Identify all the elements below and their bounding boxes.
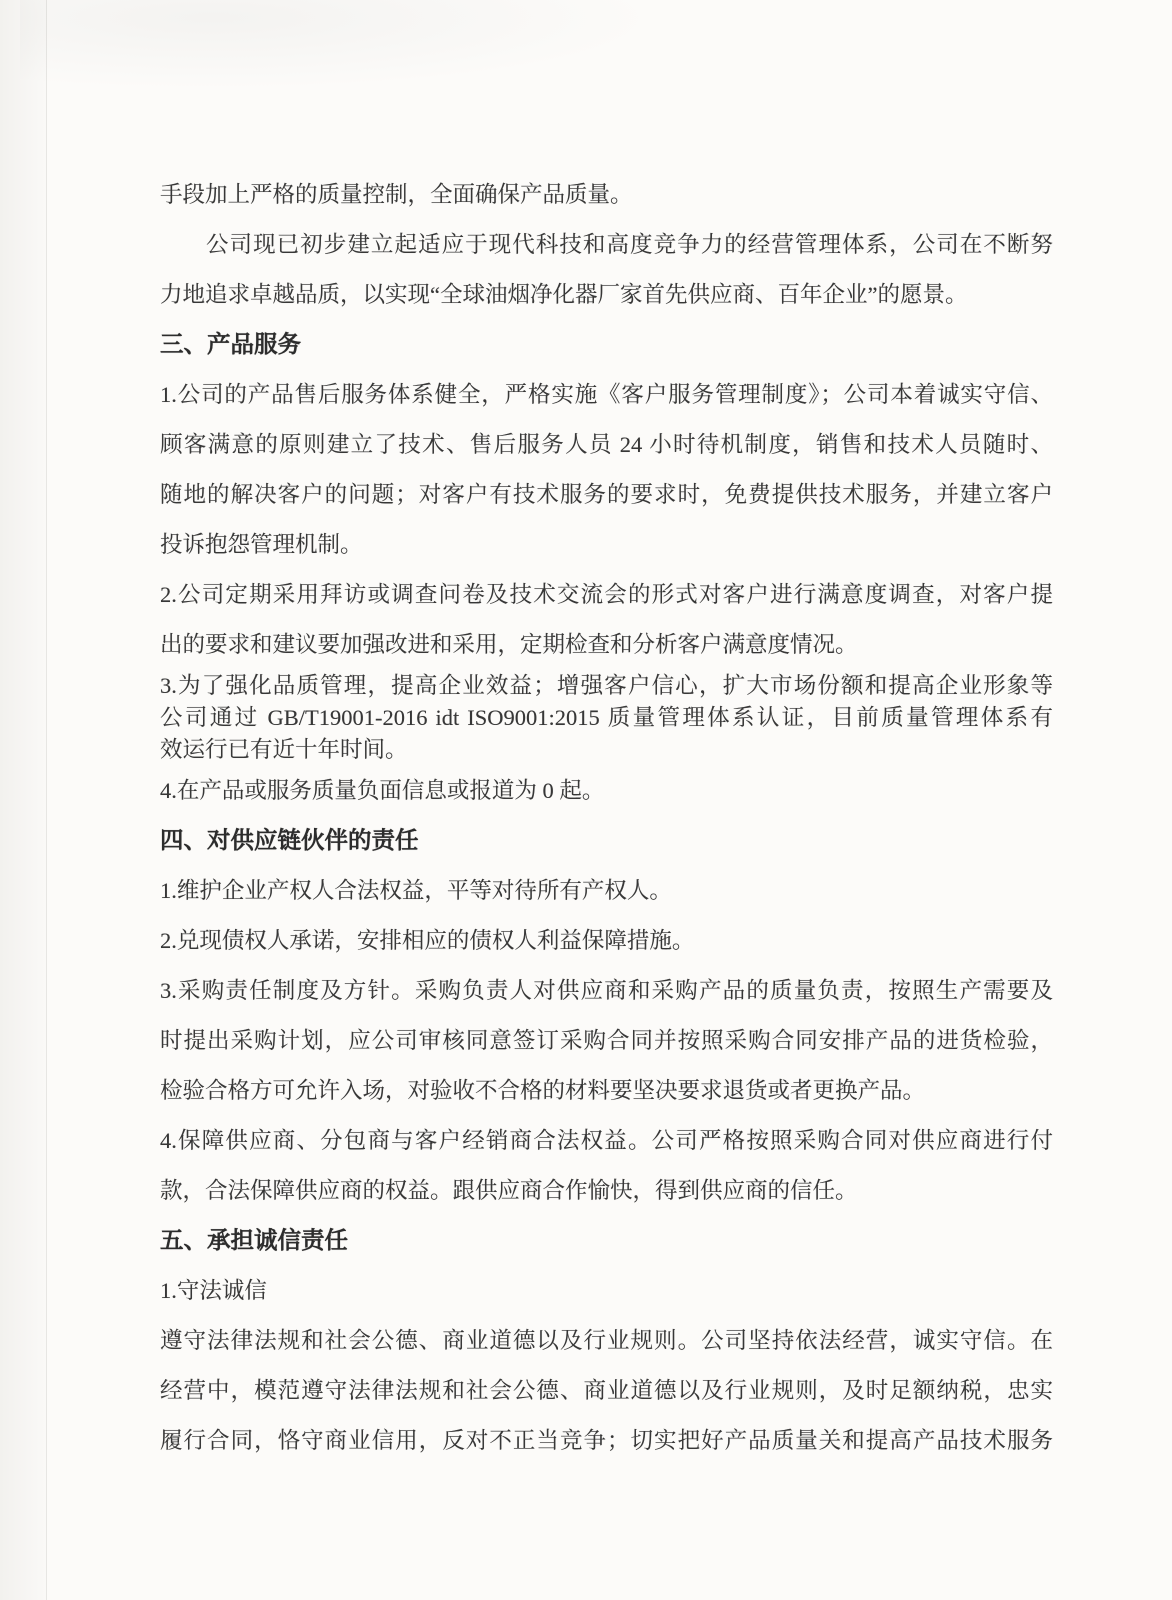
text-line: 随地的解决客户的问题；对客户有技术服务的要求时，免费提供技术服务，并建立客户: [160, 482, 1053, 507]
text-line: 2.兑现债权人承诺，安排相应的债权人利益保障措施。: [160, 928, 695, 953]
text-line: 4.在产品或服务质量负面信息或报道为 0 起。: [160, 778, 605, 803]
scan-edge-shadow: [0, 0, 47, 1600]
document-content: [160, 170, 1053, 1466]
text-line: 时提出采购计划，应公司审核同意签订采购合同并按照采购合同安排产品的进货检验，: [160, 1028, 1053, 1053]
text-line: 1.守法诚信: [160, 1278, 267, 1303]
text-line: 力地追求卓越品质，以实现“全球油烟净化器厂家首先供应商、百年企业”的愿景。: [160, 282, 968, 307]
scan-smudge: [20, 0, 660, 90]
text-line: 1.维护企业产权人合法权益，平等对待所有产权人。: [160, 878, 672, 903]
text-line: 出的要求和建议要加强改进和采用，定期检查和分析客户满意度情况。: [160, 632, 858, 657]
section-heading-integrity: 五、承担诚信责任: [160, 1228, 348, 1254]
text-line: 公司通过 GB/T19001-2016 idt ISO9001:2015 质量管理体系认证，目前质量管理体系有: [160, 705, 1053, 730]
text-line: 经营中，模范遵守法律法规和社会公德、商业道德以及行业规则，及时足额纳税，忠实: [160, 1378, 1053, 1403]
text-line: 公司现已初步建立起适应于现代科技和高度竞争力的经营管理体系，公司在不断努: [206, 232, 1053, 257]
text-line: 2.公司定期采用拜访或调查问卷及技术交流会的形式对客户进行满意度调查，对客户提: [160, 582, 1053, 607]
text-line: 履行合同，恪守商业信用，反对不正当竞争；切实把好产品质量关和提高产品技术服务: [160, 1428, 1053, 1453]
text-line: 手段加上严格的质量控制，全面确保产品质量。: [160, 182, 633, 207]
text-line: 款，合法保障供应商的权益。跟供应商合作愉快，得到供应商的信任。: [160, 1178, 858, 1203]
text-line: 检验合格方可允许入场，对验收不合格的材料要坚决要求退货或者更换产品。: [160, 1078, 926, 1103]
section-heading-supply-chain: 四、对供应链伙伴的责任: [160, 828, 419, 854]
text-line: 遵守法律法规和社会公德、商业道德以及行业规则。公司坚持依法经营，诚实守信。在: [160, 1328, 1053, 1353]
text-line: 4.保障供应商、分包商与客户经销商合法权益。公司严格按照采购合同对供应商进行付: [160, 1128, 1053, 1153]
section-heading-product-service: 三、产品服务: [160, 332, 301, 358]
text-line: 1.公司的产品售后服务体系健全，严格实施《客户服务管理制度》；公司本着诚实守信、: [160, 382, 1053, 407]
text-line: 投诉抱怨管理机制。: [160, 532, 363, 557]
text-line: 3.采购责任制度及方针。采购负责人对供应商和采购产品的质量负责，按照生产需要及: [160, 978, 1053, 1003]
text-line: 3.为了强化品质管理，提高企业效益；增强客户信心，扩大市场份额和提高企业形象等: [160, 673, 1053, 698]
text-line: 效运行已有近十年时间。: [160, 737, 408, 762]
text-line: 顾客满意的原则建立了技术、售后服务人员 24 小时待机制度，销售和技术人员随时、: [160, 432, 1053, 457]
